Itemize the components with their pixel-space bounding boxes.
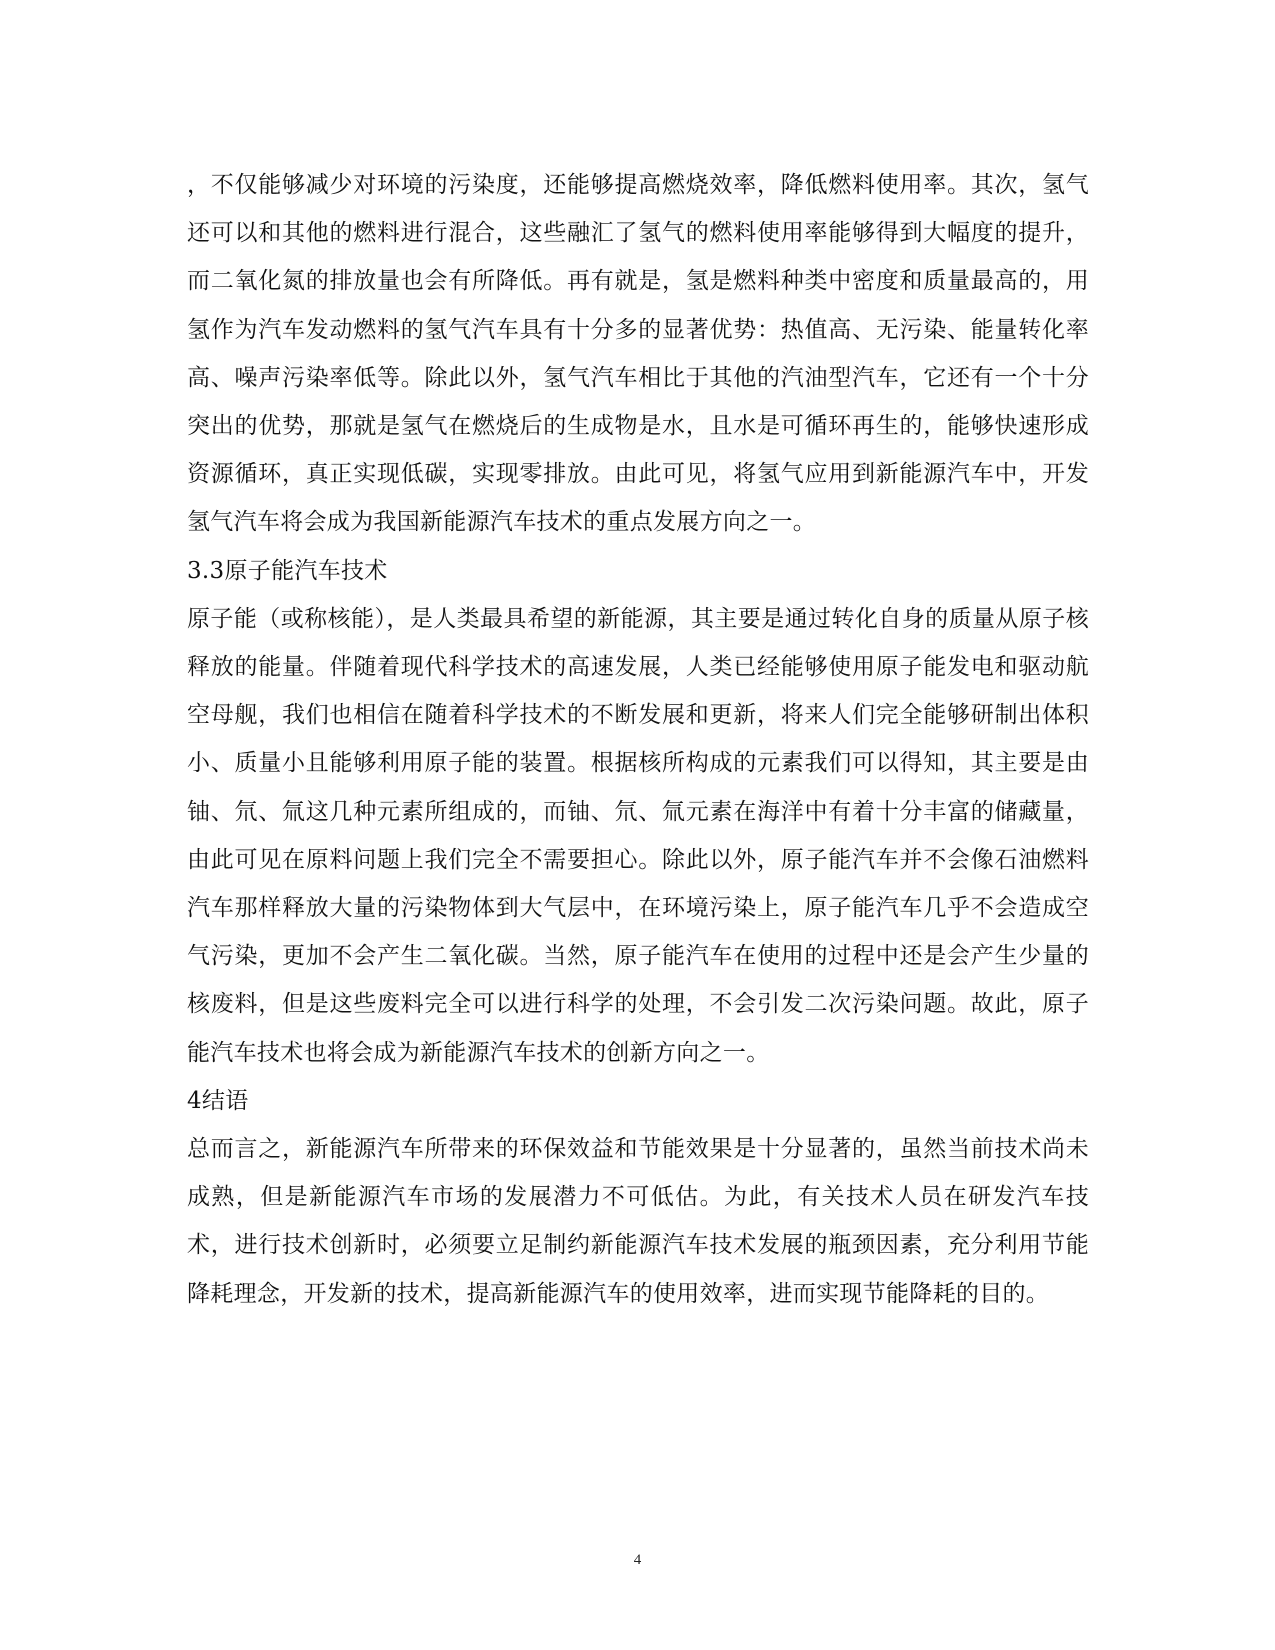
section-heading-atomic-energy: 3.3原子能汽车技术 [187,557,388,584]
paragraph-hydrogen-advantages: ，不仅能够减少对环境的污染度，还能够提高燃烧效率，降低燃料使用率。其次，氢气还可以和其他的燃料进行混合，这些融汇了氢气的燃料使用率能够得到大幅度的提升，而二氧化氮的排放量也会有所降低。再有就是，氢是燃料种类中密度和质量最高的，用氢作为汽车发动燃料的氢气汽车具有十分多的显著优势：热值高、无污染、能量转化率高、噪声污染率低等。除此以外，氢气汽车相比于其他的汽油型汽车，它还有一个十分突出的优势，那就是氢气在燃烧后的生成物是水，且水是可循环再生的，能够快速形成资源循环，真正实现低碳，实现零排放。由此可见，将氢气应用到新能源汽车中，开发氢气汽车将会成为我国新能源汽车技术的重点发展方向之一。 [187,172,1089,536]
paragraph-conclusion: 总而言之，新能源汽车所带来的环保效益和节能效果是十分显著的，虽然当前技术尚未成熟，但是新能源汽车市场的发展潜力不可低估。为此，有关技术人员在研发汽车技术，进行技术创新时，必须要立足制约新能源汽车技术发展的瓶颈因素，充分利用节能降耗理念，开发新的技术，提高新能源汽车的使用效率，进而实现节能降耗的目的。 [187,1136,1089,1307]
paragraph-atomic-energy: 原子能（或称核能），是人类最具希望的新能源，其主要是通过转化自身的质量从原子核释放的能量。伴随着现代科学技术的高速发展，人类已经能够使用原子能发电和驱动航空母舰，我们也相信在随着科学技术的不断发展和更新，将来人们完全能够研制出体积小、质量小且能够利用原子能的装置。根据核所构成的元素我们可以得知，其主要是由铀、氘、氚这几种元素所组成的，而铀、氘、氚元素在海洋中有着十分丰富的储藏量，由此可见在原料问题上我们完全不需要担心。除此以外，原子能汽车并不会像石油燃料汽车那样释放大量的污染物体到大气层中，在环境污染上，原子能汽车几乎不会造成空气污染，更加不会产生二氧化碳。当然，原子能汽车在使用的过程中还是会产生少量的核废料，但是这些废料完全可以进行科学的处理，不会引发二次污染问题。故此，原子能汽车技术也将会成为新能源汽车技术的创新方向之一。 [187,605,1089,1066]
section-heading-conclusion: 4结语 [187,1087,249,1114]
document-body [187,161,1089,1318]
page-number: 4 [633,1552,642,1568]
